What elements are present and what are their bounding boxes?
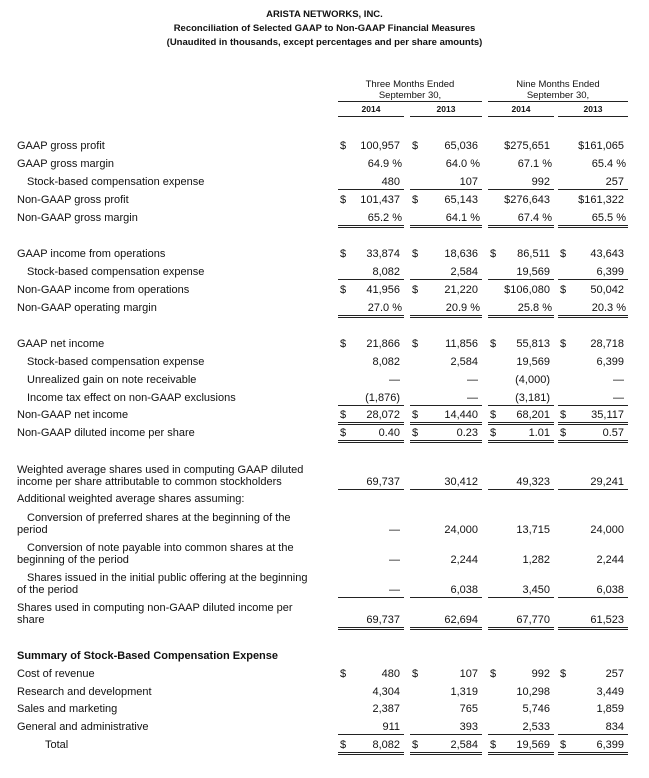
cell-value: — bbox=[389, 554, 400, 566]
row-label: share bbox=[17, 614, 45, 626]
cell-value: 0.40 bbox=[378, 427, 400, 439]
year-header: 2014 bbox=[361, 104, 381, 114]
summary-row-label: Cost of revenue bbox=[17, 668, 95, 680]
cell-value: 4,304 bbox=[372, 686, 400, 698]
table-cell bbox=[488, 338, 554, 351]
table-cell bbox=[488, 554, 554, 567]
table-cell bbox=[558, 703, 628, 716]
three-months-header bbox=[338, 79, 482, 101]
table-cell bbox=[410, 302, 482, 318]
cell-value: 257 bbox=[605, 668, 624, 680]
currency-symbol: $ bbox=[412, 194, 419, 206]
cell-value: 100,957 bbox=[360, 140, 400, 152]
cell-value: — bbox=[389, 584, 400, 596]
table-cell bbox=[410, 614, 482, 630]
table-cell bbox=[410, 584, 482, 598]
cell-value: $161,322 bbox=[578, 194, 624, 206]
three-months-underline bbox=[338, 101, 482, 102]
cell-value: 107 bbox=[459, 668, 478, 680]
nine-months-line2: September 30, bbox=[526, 90, 590, 101]
table-cell bbox=[410, 476, 482, 490]
row-label: period bbox=[17, 524, 48, 536]
cell-value: 11,856 bbox=[445, 338, 478, 350]
currency-symbol: $ bbox=[412, 409, 419, 421]
currency-symbol: $ bbox=[340, 427, 347, 439]
cell-value: 8,082 bbox=[372, 266, 400, 278]
cell-value: $275,651 bbox=[504, 140, 550, 152]
table-cell bbox=[410, 392, 482, 406]
cell-value: 834 bbox=[605, 721, 624, 733]
cell-value: 65,143 bbox=[444, 194, 478, 206]
currency-symbol: $ bbox=[412, 338, 419, 350]
row-label: Unrealized gain on note receivable bbox=[27, 374, 197, 386]
cell-value: — bbox=[467, 374, 478, 386]
table-cell bbox=[338, 140, 404, 153]
currency-symbol: $ bbox=[490, 668, 497, 680]
currency-symbol: $ bbox=[412, 140, 419, 152]
summary-row-label: Research and development bbox=[17, 686, 152, 698]
cell-value: 28,072 bbox=[366, 409, 400, 421]
cell-value: — bbox=[467, 392, 478, 404]
currency-symbol: $ bbox=[490, 409, 497, 421]
cell-value: 61,523 bbox=[590, 614, 624, 626]
table-cell bbox=[488, 668, 554, 681]
currency-symbol: $ bbox=[340, 338, 347, 350]
cell-value: 8,082 bbox=[372, 356, 400, 368]
year-underline bbox=[338, 116, 404, 117]
table-cell bbox=[410, 266, 482, 280]
cell-value: 393 bbox=[459, 721, 478, 733]
cell-value: 21,220 bbox=[444, 284, 478, 296]
cell-value: 1,859 bbox=[596, 703, 624, 715]
table-cell bbox=[338, 284, 404, 297]
cell-value: 35,117 bbox=[591, 409, 624, 421]
table-cell bbox=[488, 476, 554, 490]
cell-value: 101,437 bbox=[360, 194, 400, 206]
table-cell bbox=[410, 524, 482, 537]
table-cell bbox=[338, 266, 404, 280]
table-cell bbox=[338, 703, 404, 716]
row-label: GAAP gross margin bbox=[17, 158, 115, 170]
row-label: beginning of the period bbox=[17, 554, 129, 566]
table-cell bbox=[558, 356, 628, 369]
cell-value: 62,694 bbox=[444, 614, 478, 626]
table-cell bbox=[338, 248, 404, 261]
table-cell bbox=[558, 476, 628, 490]
cell-value: 8,082 bbox=[372, 739, 400, 751]
three-months-line2: September 30, bbox=[378, 90, 442, 101]
table-cell bbox=[410, 554, 482, 567]
table-cell bbox=[410, 338, 482, 351]
cell-value: 49,323 bbox=[516, 476, 550, 488]
currency-symbol: $ bbox=[560, 248, 567, 260]
cell-value: 64.1 % bbox=[445, 212, 480, 224]
table-cell bbox=[338, 739, 404, 755]
table-cell bbox=[488, 248, 554, 261]
cell-value: 107 bbox=[459, 176, 478, 188]
cell-value: 6,399 bbox=[596, 739, 624, 751]
cell-value: 480 bbox=[381, 668, 400, 680]
table-cell bbox=[558, 584, 628, 598]
table-cell bbox=[558, 392, 628, 406]
table-cell bbox=[558, 194, 628, 207]
table-cell bbox=[488, 721, 554, 735]
year-header: 2013 bbox=[583, 104, 603, 114]
table-cell bbox=[338, 392, 404, 406]
currency-symbol: $ bbox=[560, 739, 567, 751]
table-cell bbox=[488, 356, 554, 369]
cell-value: 1,282 bbox=[522, 554, 550, 566]
cell-value: 19,569 bbox=[516, 739, 550, 751]
currency-symbol: $ bbox=[340, 668, 347, 680]
table-cell bbox=[558, 338, 628, 351]
cell-value: 0.23 bbox=[456, 427, 478, 439]
table-cell bbox=[488, 212, 554, 228]
cell-value: 18,636 bbox=[444, 248, 478, 260]
cell-value: 6,399 bbox=[596, 356, 624, 368]
currency-symbol: $ bbox=[412, 248, 419, 260]
currency-symbol: $ bbox=[560, 427, 567, 439]
report-subtitle: (Unaudited in thousands, except percentages and per share amounts) bbox=[166, 37, 483, 48]
currency-symbol: $ bbox=[340, 140, 347, 152]
cell-value: 67.4 % bbox=[517, 212, 552, 224]
nine-months-line1: Nine Months Ended bbox=[516, 79, 600, 90]
table-cell bbox=[488, 686, 554, 699]
report-title: Reconciliation of Selected GAAP to Non-GAAP Financial Measures bbox=[173, 23, 476, 34]
cell-value: 2,244 bbox=[450, 554, 478, 566]
table-cell bbox=[410, 176, 482, 190]
row-label: income per share attributable to common stockholders bbox=[17, 476, 282, 488]
cell-value: 69,737 bbox=[366, 476, 400, 488]
table-cell bbox=[338, 584, 404, 598]
row-label: Conversion of note payable into common shares at the bbox=[27, 542, 294, 554]
cell-value: 257 bbox=[605, 176, 624, 188]
table-cell bbox=[558, 427, 628, 443]
row-label: Stock-based compensation expense bbox=[27, 266, 205, 278]
table-cell bbox=[338, 476, 404, 490]
table-cell bbox=[338, 356, 404, 369]
table-cell bbox=[558, 409, 628, 425]
row-label: Shares issued in the initial public offering at the beginning bbox=[27, 572, 308, 584]
cell-value: 65.2 % bbox=[367, 212, 402, 224]
row-label: GAAP net income bbox=[17, 338, 105, 350]
cell-value: 19,569 bbox=[516, 266, 550, 278]
table-cell bbox=[558, 158, 628, 171]
cell-value: 64.9 % bbox=[367, 158, 402, 170]
cell-value: $161,065 bbox=[578, 140, 624, 152]
cell-value: 25.8 % bbox=[517, 302, 552, 314]
table-cell bbox=[410, 374, 482, 387]
table-cell bbox=[338, 721, 404, 735]
table-cell bbox=[338, 338, 404, 351]
cell-value: 55,813 bbox=[516, 338, 550, 350]
cell-value: 6,399 bbox=[596, 266, 624, 278]
cell-value: 20.9 % bbox=[445, 302, 480, 314]
table-cell bbox=[558, 739, 628, 755]
cell-value: 2,584 bbox=[450, 739, 478, 751]
table-cell bbox=[558, 266, 628, 280]
cell-value: 65.5 % bbox=[591, 212, 626, 224]
cell-value: 5,746 bbox=[522, 703, 550, 715]
currency-symbol: $ bbox=[340, 409, 347, 421]
table-cell bbox=[488, 427, 554, 443]
table-cell bbox=[338, 212, 404, 228]
row-label: Additional weighted average shares assuming: bbox=[17, 493, 245, 505]
table-cell bbox=[558, 721, 628, 735]
cell-value: — bbox=[389, 524, 400, 536]
cell-value: $276,643 bbox=[504, 194, 550, 206]
cell-value: 3,449 bbox=[596, 686, 624, 698]
cell-value: 19,569 bbox=[516, 356, 550, 368]
cell-value: 10,298 bbox=[516, 686, 550, 698]
cell-value: (4,000) bbox=[515, 374, 550, 386]
summary-row-label: Sales and marketing bbox=[17, 703, 118, 715]
table-cell bbox=[338, 524, 404, 537]
row-label: GAAP income from operations bbox=[17, 248, 166, 260]
table-cell bbox=[410, 686, 482, 699]
row-label: Stock-based compensation expense bbox=[27, 176, 205, 188]
currency-symbol: $ bbox=[560, 409, 567, 421]
summary-row-label: Total bbox=[45, 739, 69, 751]
table-cell bbox=[558, 302, 628, 318]
cell-value: 911 bbox=[382, 721, 400, 733]
row-label: Weighted average shares used in computing GAAP diluted bbox=[17, 464, 304, 476]
table-cell bbox=[338, 194, 404, 207]
year-header: 2014 bbox=[511, 104, 531, 114]
currency-symbol: $ bbox=[560, 338, 567, 350]
cell-value: 20.3 % bbox=[591, 302, 626, 314]
table-cell bbox=[410, 194, 482, 207]
table-cell bbox=[488, 194, 554, 207]
table-cell bbox=[338, 374, 404, 387]
year-underline bbox=[558, 116, 628, 117]
currency-symbol: $ bbox=[490, 338, 497, 350]
cell-value: 24,000 bbox=[444, 524, 478, 536]
row-label: Non-GAAP gross profit bbox=[17, 194, 129, 206]
table-cell bbox=[558, 140, 628, 153]
table-cell bbox=[558, 284, 628, 297]
row-label: of the period bbox=[17, 584, 79, 596]
year-header: 2013 bbox=[436, 104, 456, 114]
table-cell bbox=[410, 248, 482, 261]
cell-value: 3,450 bbox=[522, 584, 550, 596]
cell-value: 50,042 bbox=[590, 284, 624, 296]
nine-months-header bbox=[488, 79, 628, 101]
table-cell bbox=[338, 614, 404, 630]
currency-symbol: $ bbox=[560, 668, 567, 680]
cell-value: 992 bbox=[531, 176, 550, 188]
cell-value: 67,770 bbox=[516, 614, 550, 626]
cell-value: 21,866 bbox=[366, 338, 400, 350]
cell-value: — bbox=[389, 374, 400, 386]
table-cell bbox=[488, 739, 554, 755]
cell-value: 2,387 bbox=[372, 703, 400, 715]
cell-value: 64.0 % bbox=[445, 158, 480, 170]
row-label: Shares used in computing non-GAAP diluted income per bbox=[17, 602, 293, 614]
table-cell bbox=[338, 176, 404, 190]
table-cell bbox=[488, 584, 554, 598]
row-label: GAAP gross profit bbox=[17, 140, 105, 152]
row-label: Non-GAAP diluted income per share bbox=[17, 427, 195, 439]
table-cell bbox=[488, 524, 554, 537]
row-label: Conversion of preferred shares at the beginning of the bbox=[27, 512, 291, 524]
table-cell bbox=[558, 248, 628, 261]
row-label: Non-GAAP income from operations bbox=[17, 284, 190, 296]
table-cell bbox=[410, 668, 482, 681]
cell-value: (1,876) bbox=[365, 392, 400, 404]
table-cell bbox=[488, 158, 554, 171]
currency-symbol: $ bbox=[412, 284, 419, 296]
cell-value: 2,584 bbox=[450, 266, 478, 278]
table-cell bbox=[410, 212, 482, 228]
cell-value: 13,715 bbox=[516, 524, 550, 536]
table-cell bbox=[488, 409, 554, 425]
row-label: Non-GAAP gross margin bbox=[17, 212, 138, 224]
cell-value: 41,956 bbox=[366, 284, 400, 296]
row-label: Income tax effect on non-GAAP exclusions bbox=[27, 392, 236, 404]
table-cell bbox=[488, 140, 554, 153]
cell-value: 69,737 bbox=[366, 614, 400, 626]
cell-value: 68,201 bbox=[516, 409, 550, 421]
cell-value: 28,718 bbox=[590, 338, 624, 350]
table-cell bbox=[488, 392, 554, 406]
cell-value: 765 bbox=[459, 703, 478, 715]
table-cell bbox=[338, 427, 404, 443]
cell-value: 33,874 bbox=[366, 248, 400, 260]
table-cell bbox=[488, 703, 554, 716]
table-cell bbox=[558, 212, 628, 228]
three-months-line1: Three Months Ended bbox=[365, 79, 455, 90]
cell-value: 2,533 bbox=[522, 721, 550, 733]
currency-symbol: $ bbox=[412, 668, 419, 680]
cell-value: 65,036 bbox=[444, 140, 478, 152]
currency-symbol: $ bbox=[490, 248, 497, 260]
table-cell bbox=[488, 614, 554, 630]
currency-symbol: $ bbox=[412, 427, 419, 439]
cell-value: 480 bbox=[381, 176, 400, 188]
cell-value: 992 bbox=[531, 668, 550, 680]
table-cell bbox=[488, 302, 554, 318]
cell-value: 65.4 % bbox=[591, 158, 626, 170]
summary-title: Summary of Stock-Based Compensation Expense bbox=[17, 650, 279, 662]
row-label: Non-GAAP net income bbox=[17, 409, 129, 421]
cell-value: 6,038 bbox=[596, 584, 624, 596]
cell-value: 14,440 bbox=[444, 409, 478, 421]
company-name: ARISTA NETWORKS, INC. bbox=[266, 9, 383, 20]
table-cell bbox=[488, 374, 554, 387]
cell-value: 29,241 bbox=[590, 476, 624, 488]
table-cell bbox=[488, 266, 554, 280]
table-cell bbox=[338, 302, 404, 318]
table-cell bbox=[558, 614, 628, 630]
table-cell bbox=[338, 554, 404, 567]
cell-value: 24,000 bbox=[590, 524, 624, 536]
table-cell bbox=[558, 374, 628, 387]
table-cell bbox=[558, 554, 628, 567]
table-cell bbox=[558, 524, 628, 537]
currency-symbol: $ bbox=[340, 194, 347, 206]
cell-value: 86,511 bbox=[517, 248, 550, 260]
cell-value: 2,584 bbox=[450, 356, 478, 368]
table-cell bbox=[410, 409, 482, 425]
table-cell bbox=[338, 686, 404, 699]
cell-value: $106,080 bbox=[504, 284, 550, 296]
currency-symbol: $ bbox=[340, 284, 347, 296]
cell-value: 1,319 bbox=[450, 686, 478, 698]
table-cell bbox=[410, 703, 482, 716]
summary-row-label: General and administrative bbox=[17, 721, 149, 733]
currency-symbol: $ bbox=[340, 248, 347, 260]
cell-value: 30,412 bbox=[444, 476, 478, 488]
currency-symbol: $ bbox=[490, 427, 497, 439]
table-cell bbox=[558, 668, 628, 681]
table-cell bbox=[410, 739, 482, 755]
table-cell bbox=[488, 176, 554, 190]
table-cell bbox=[410, 284, 482, 297]
currency-symbol: $ bbox=[340, 739, 347, 751]
table-cell bbox=[338, 409, 404, 425]
currency-symbol: $ bbox=[490, 739, 497, 751]
table-cell bbox=[410, 427, 482, 443]
table-cell bbox=[410, 140, 482, 153]
table-cell bbox=[410, 721, 482, 735]
currency-symbol: $ bbox=[412, 739, 419, 751]
table-cell bbox=[410, 158, 482, 171]
row-label: Stock-based compensation expense bbox=[27, 356, 205, 368]
table-cell bbox=[488, 284, 554, 297]
year-underline bbox=[410, 116, 482, 117]
table-cell bbox=[338, 668, 404, 681]
cell-value: (3,181) bbox=[515, 392, 550, 404]
currency-symbol: $ bbox=[560, 284, 567, 296]
cell-value: — bbox=[613, 392, 624, 404]
cell-value: — bbox=[613, 374, 624, 386]
cell-value: 2,244 bbox=[596, 554, 624, 566]
cell-value: 6,038 bbox=[450, 584, 478, 596]
nine-months-underline bbox=[488, 101, 628, 102]
table-cell bbox=[558, 176, 628, 190]
cell-value: 27.0 % bbox=[367, 302, 402, 314]
table-cell bbox=[338, 158, 404, 171]
cell-value: 43,643 bbox=[590, 248, 624, 260]
row-label: Non-GAAP operating margin bbox=[17, 302, 157, 314]
table-cell bbox=[558, 686, 628, 699]
cell-value: 1.01 bbox=[528, 427, 550, 439]
cell-value: 0.57 bbox=[602, 427, 624, 439]
cell-value: 67.1 % bbox=[517, 158, 552, 170]
table-cell bbox=[410, 356, 482, 369]
year-underline bbox=[488, 116, 554, 117]
